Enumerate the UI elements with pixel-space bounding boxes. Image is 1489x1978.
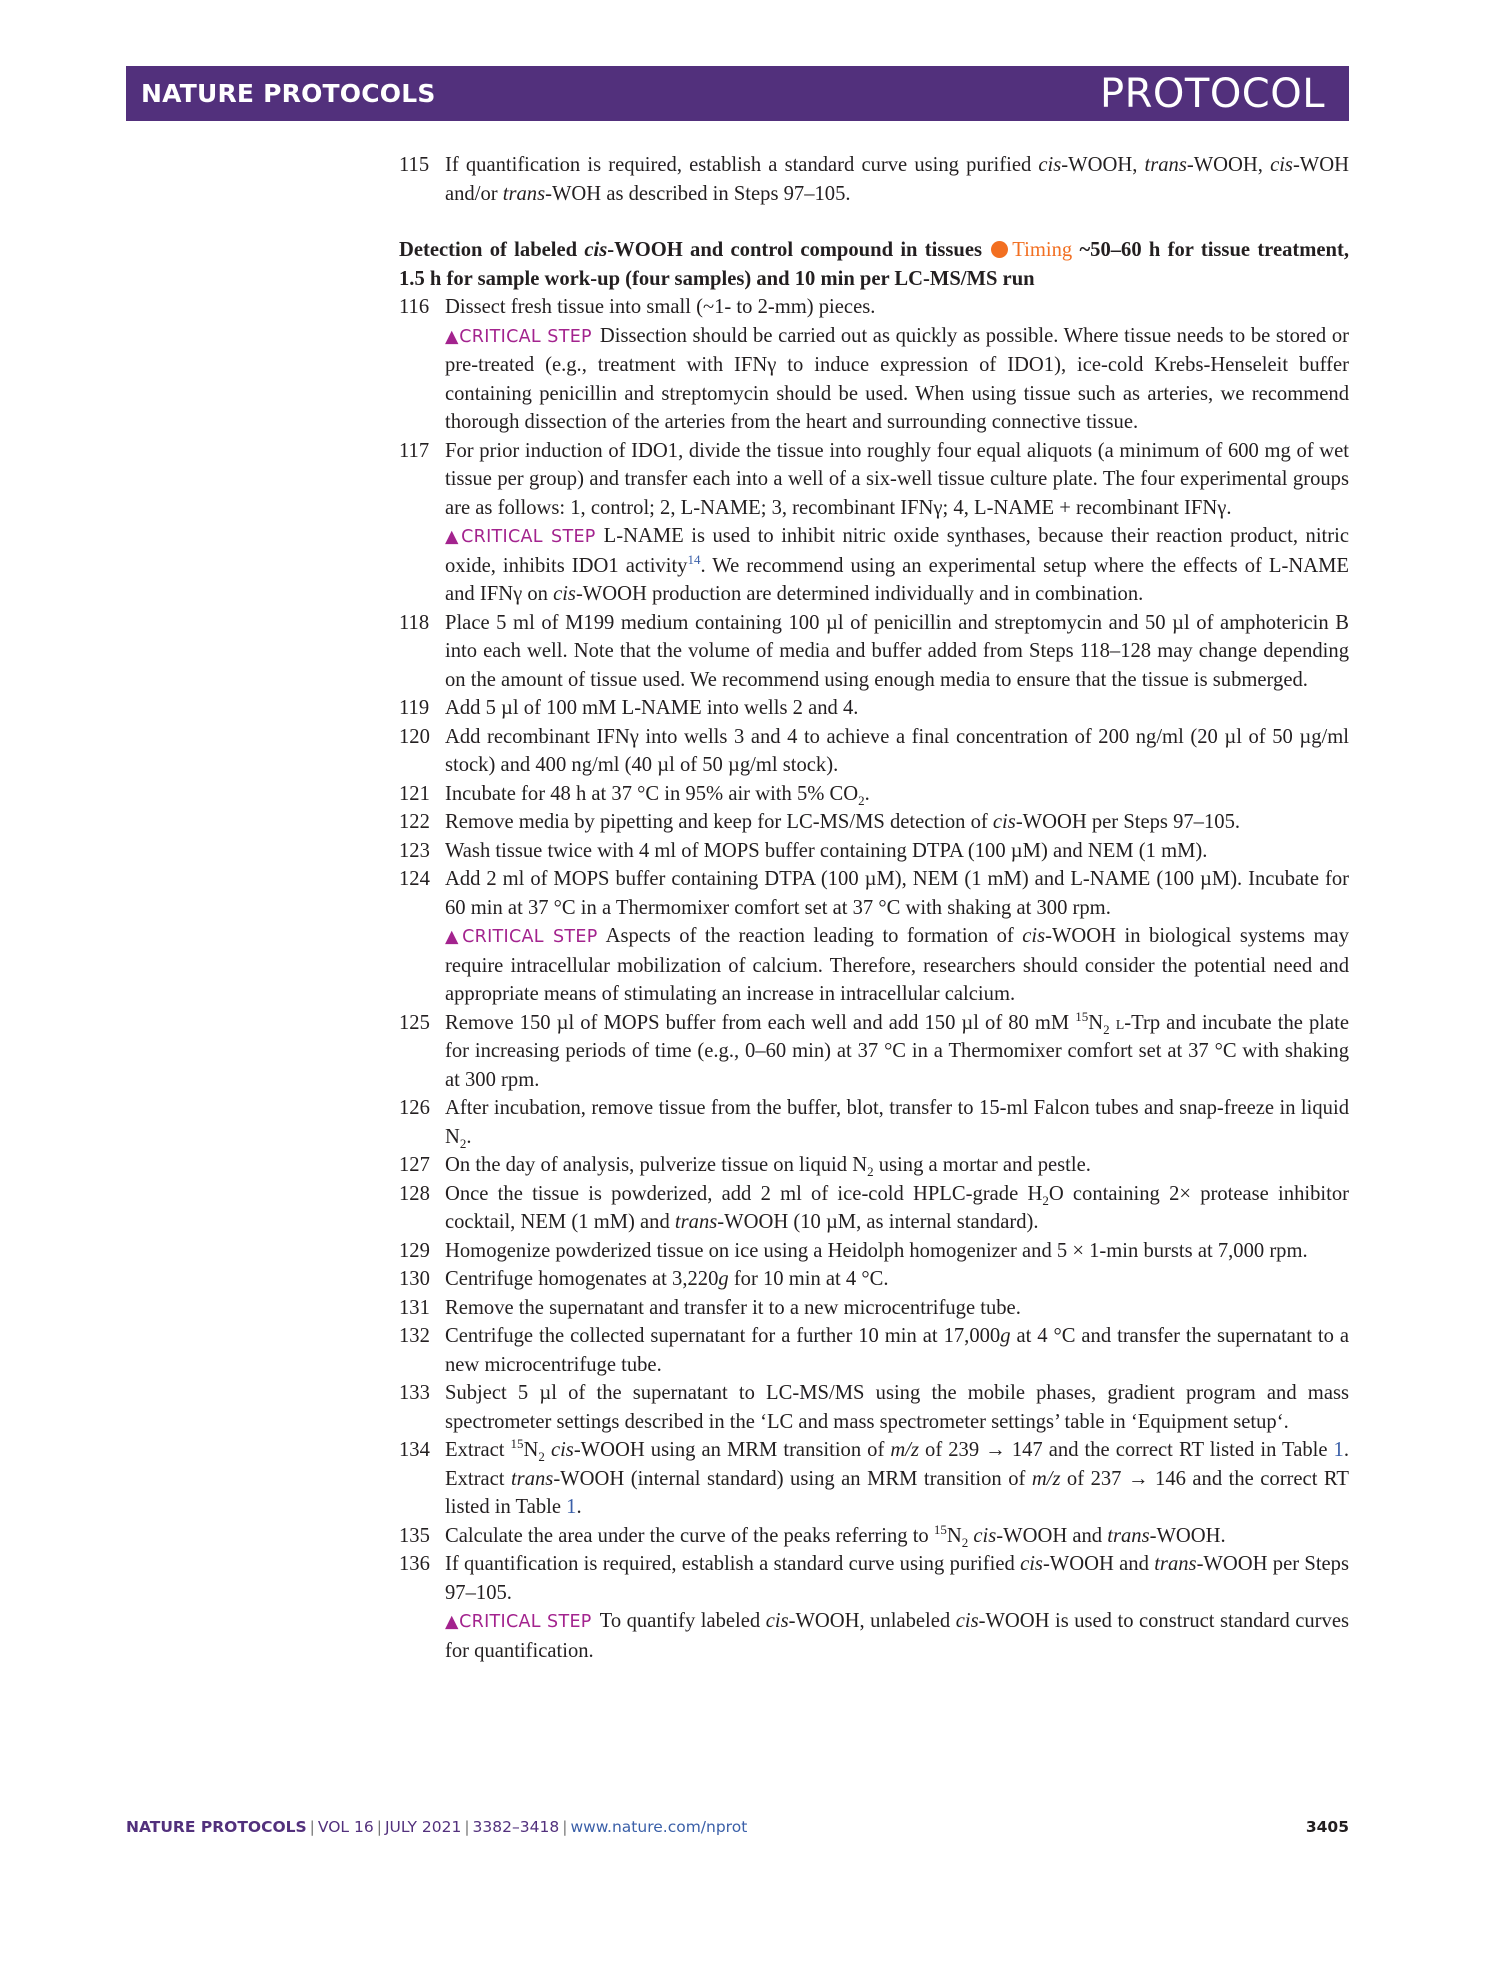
critical-step-label: ▲CRITICAL STEP (445, 326, 592, 347)
step-133: 133 Subject 5 µl of the supernatant to LC-MS/MS using the mobile phases, gradient program and mass spectrometer settings described in the ‘LC and mass spectrometer settings’ table in ‘Equipment setup‘. (399, 1379, 1349, 1436)
step-text: Dissect fresh tissue into small (~1- to 2-mm) pieces. (445, 296, 876, 318)
step-text: Add 2 ml of MOPS buffer containing DTPA (100 µM), NEM (1 mM) and L-NAME (100 µM). Incubate for 60 min at 37 °C in a Thermomixer comfort set at 37 °C with shaking at 300 rpm. (445, 868, 1349, 919)
step-number: 120 (399, 725, 430, 748)
critical-step-note: ▲CRITICAL STEP L-NAME is used to inhibit nitric oxide synthases, because their reaction product, nitric oxide, inhibits IDO1 activity$^{14}$. We recommend using an experimental setup where the effects of L-NAME and IFNγ on cis-WOOH production are determined individually and in combination. (445, 525, 1349, 605)
step-131: 131 Remove the supernatant and transfer it to a new microcentrifuge tube. (399, 1294, 1349, 1323)
step-116 (399, 293, 1349, 437)
step-118: 118 Place 5 ml of M199 medium containing 100 µl of penicillin and streptomycin and 50 µl of amphotericin B into each well. Note that the volume of media and buffer added from Steps 118–128 may change depending on the amount of tissue used. We recommend using enough media to ensure that the tissue is submerged. (399, 609, 1349, 695)
step-number: 122 (399, 811, 430, 833)
table-reference-link[interactable]: 1 (1333, 1439, 1344, 1461)
step-number: 124 (399, 868, 430, 890)
step-134: 134 Extract $^{15}N_2$ cis-WOOH using an MRM transition of m/z of 239 → 147 and the correct RT listed in Table 1. Extract trans-WOOH (internal standard) using an MRM transition of m/z of 237 → 146 and the correct RT listed in Table 1. (399, 1436, 1349, 1518)
step-number: 119 (399, 697, 430, 719)
timing-dot-icon (991, 241, 1008, 258)
step-number: 117 (399, 439, 430, 462)
step-number: 118 (399, 611, 430, 634)
step-number: 125 (399, 1011, 430, 1034)
step-number: 126 (399, 1097, 430, 1119)
protocol-body (399, 151, 1349, 1665)
table-reference-link[interactable]: 1 (566, 1496, 577, 1518)
critical-step-note: ▲CRITICAL STEP To quantify labeled cis-WOOH, unlabeled cis-WOOH is used to construct standard curves for quantification. (445, 1610, 1349, 1662)
step-128: 128 Once the tissue is powderized, add 2 ml of ice-cold HPLC-grade $H_2O$ containing 2× protease inhibitor cocktail, NEM (1 mM) and trans-WOOH (10 µM, as internal standard). (399, 1180, 1349, 1237)
footer-journal: NATURE PROTOCOLS (126, 1818, 307, 1836)
critical-step-note: ▲CRITICAL STEP Dissection should be carried out as quickly as possible. Where tissue needs to be stored or pre-treated (e.g., treatment with IFNγ to induce expression of IDO1), ice-cold Krebs-Henseleit buffer containing penicillin and streptomycin should be used. When using tissue such as arteries, we recommend thorough dissection of the arteries from the heart and surrounding connective tissue. (445, 324, 1350, 433)
journal-header-bar (126, 66, 1349, 121)
step-number: 127 (399, 1154, 430, 1176)
step-number: 132 (399, 1325, 430, 1347)
step-122: 122 Remove media by pipetting and keep for LC-MS/MS detection of cis-WOOH per Steps 97–105. (399, 808, 1349, 837)
step-132: 132 Centrifuge the collected supernatant for a further 10 min at 17,000g at 4 °C and transfer the supernatant to a new microcentrifuge tube. (399, 1322, 1349, 1379)
critical-step-label: ▲CRITICAL STEP (445, 1612, 592, 1632)
critical-step-label: ▲CRITICAL STEP (445, 927, 598, 947)
page-number: 3405 (1305, 1818, 1349, 1836)
step-number: 130 (399, 1268, 430, 1290)
article-type-label: PROTOCOL (1099, 70, 1325, 117)
footer-url-link[interactable]: www.nature.com/nprot (570, 1818, 748, 1836)
reference-link[interactable]: 14 (687, 551, 701, 567)
step-136 (399, 1550, 1349, 1665)
footer-date: JULY 2021 (384, 1818, 462, 1836)
step-number: 115 (399, 154, 430, 176)
step-125: 125 Remove 150 µl of MOPS buffer from each well and add 150 µl of 80 mM $^{15}N_2$ l-Trp and incubate the plate for increasing periods of time (e.g., 0–60 min) at 37 °C in a Thermomixer comfort set at 37 °C with shaking at 300 rpm. (399, 1008, 1349, 1091)
step-119: 119 Add 5 µl of 100 mM L-NAME into wells 2 and 4. (399, 694, 1349, 723)
step-117 (399, 437, 1349, 609)
step-number: 135 (399, 1524, 430, 1547)
page-footer (126, 1818, 1349, 1836)
step-129: 129 Homogenize powderized tissue on ice using a Heidolph homogenizer and 5 × 1-min bursts at 7,000 rpm. (399, 1237, 1349, 1266)
step-number: 116 (399, 296, 430, 318)
critical-step-note: ▲CRITICAL STEP Aspects of the reaction leading to formation of cis-WOOH in biological systems may require intracellular mobilization of calcium. Therefore, researchers should consider the potential need and appropriate means of stimulating an increase in intracellular calcium. (445, 925, 1349, 1005)
step-number: 121 (399, 782, 430, 805)
step-130: 130 Centrifuge homogenates at 3,220g for 10 min at 4 °C. (399, 1265, 1349, 1294)
step-number: 128 (399, 1182, 430, 1205)
step-number: 134 (399, 1439, 430, 1461)
step-number: 123 (399, 839, 430, 862)
footer-citation: NATURE PROTOCOLS | VOL 16 | JULY 2021 | 3382–3418 | www.nature.com/nprot (126, 1818, 748, 1836)
timing-label: Timing (1012, 239, 1073, 261)
step-135: 135 Calculate the area under the curve of the peaks referring to $^{15}N_2$ cis-WOOH and trans-WOOH. (399, 1521, 1226, 1550)
step-123: 123 Wash tissue twice with 4 ml of MOPS buffer containing DTPA (100 µM) and NEM (1 mM). (399, 837, 1349, 866)
step-number: 131 (399, 1296, 430, 1319)
footer-pages: 3382–3418 (472, 1818, 560, 1836)
step-121: 121 Incubate for 48 h at 37 °C in 95% air with 5% $CO_2$. (399, 780, 1349, 809)
step-number: 136 (399, 1553, 430, 1575)
section-heading: Detection of labeled cis-WOOH and control compound in tissues Timing ~50–60 h for tissue treatment, 1.5 h for sample work-up (four samples) and 10 min per LC-MS/MS run (399, 239, 1349, 290)
step-120: 120 Add recombinant IFNγ into wells 3 and 4 to achieve a final concentration of 200 ng/ml (20 µl of 50 µg/ml stock) and 400 ng/ml (40 µl of 50 µg/ml stock). (399, 723, 1349, 780)
footer-volume: VOL 16 (317, 1818, 374, 1836)
critical-step-label: ▲CRITICAL STEP (445, 527, 596, 547)
step-number: 133 (399, 1382, 430, 1404)
step-124 (399, 865, 1349, 1009)
step-127: 127 On the day of analysis, pulverize tissue on liquid $N_2$ using a mortar and pestle. (399, 1151, 1349, 1180)
journal-name: NATURE PROTOCOLS (141, 79, 436, 108)
step-text: If quantification is required, establish a standard curve using purified cis-WOOH and trans-WOOH per Steps 97–105. (445, 1553, 1349, 1604)
step-text: For prior induction of IDO1, divide the tissue into roughly four equal aliquots (a minimum of 600 mg of wet tissue per group) and transfer each into a well of a six-well tissue culture plate. The four experimental groups are as follows: 1, control; 2, L-NAME; 3, recombinant IFNγ; 4, L-NAME + recombinant IFNγ. (445, 439, 1349, 519)
step-number: 129 (399, 1239, 430, 1262)
step-115: 115 If quantification is required, establish a standard curve using purified cis-WOOH, trans-WOOH, cis-WOH and/or trans-WOH as described in Steps 97–105. (399, 151, 1349, 208)
step-126: 126 After incubation, remove tissue from the buffer, blot, transfer to 15-ml Falcon tubes and snap-freeze in liquid $N_2$. (399, 1094, 1349, 1151)
